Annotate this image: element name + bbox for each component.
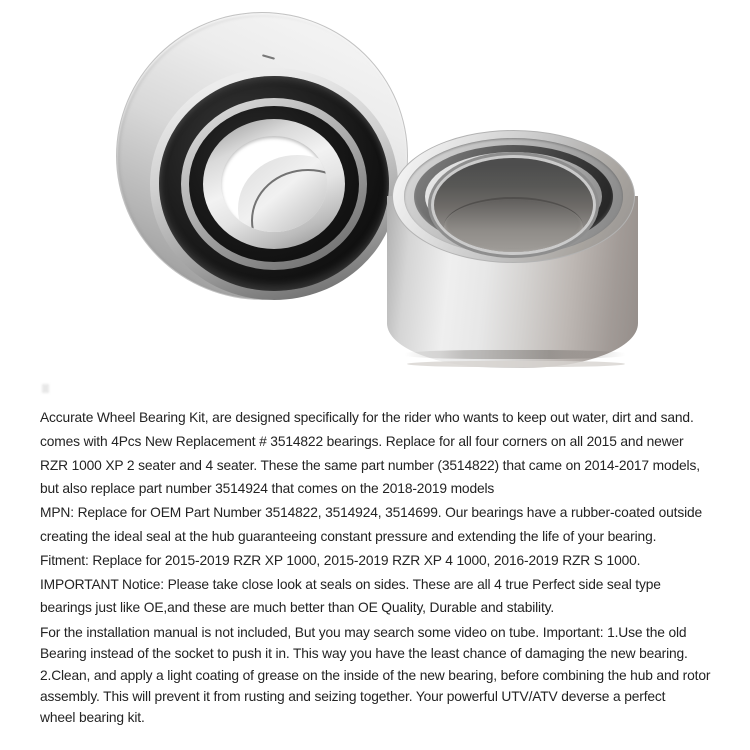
description-line: comes with 4Pcs New Replacement # 3514822 bearings. Replace for all four corners on all 2015 and newer [40,433,684,449]
description-line: wheel bearing kit. [40,710,145,726]
description-line: Bearing instead of the socket to push it in. This way you have the least chance of damaging the new bearing. [40,646,688,662]
description-line: MPN: Replace for OEM Part Number 3514822, 3514924, 3514699. Our bearings have a rubber-coated outside [40,505,703,521]
description-line: IMPORTANT Notice: Please take close look at seals on sides. These are all 4 true Perfect side seal type [40,576,661,592]
description-line: creating the ideal seal at the hub guaranteeing constant pressure and extending the life of your bearing. [40,528,657,544]
description-line: For the installation manual is not included, But you may search some video on tube. Important: 1.Use the old [40,625,687,640]
description-line: bearings just like OE,and these are much better than OE Quality, Durable and stability. [40,600,555,616]
bearing-right-bore-wall [444,197,584,252]
description-line: Fitment: Replace for 2015-2019 RZR XP 1000, 2015-2019 RZR XP 4 1000, 2016-2019 RZR S 1000. [40,552,641,568]
description-line: RZR 1000 XP 2 seater and 4 seater. These the same part number (3514822) that came on 2014-2017 models, [40,457,700,473]
bearing-right-bore [434,158,593,252]
description-line: but also replace part number 3514924 that comes on the 2018-2019 models [40,481,495,497]
bearing-left [116,12,408,304]
bearing-left-bore [221,136,327,232]
product-description-paragraph-2 [40,622,710,728]
description-line: assembly. This will prevent it from rusting and seizing together. Your powerful UTV/ATV deverse a perfect [40,688,666,704]
description-line: Accurate Wheel Bearing Kit, are designed specifically for the rider who wants to keep out water, dirt and sand. [40,410,694,425]
bearing-right [384,126,640,372]
product-description-paragraph-1 [40,406,702,620]
faint-watermark-mark [42,384,49,393]
description-line: 2.Clean, and apply a light coating of grease on the inside of the new bearing, before combining the hub and rotor [40,667,711,683]
